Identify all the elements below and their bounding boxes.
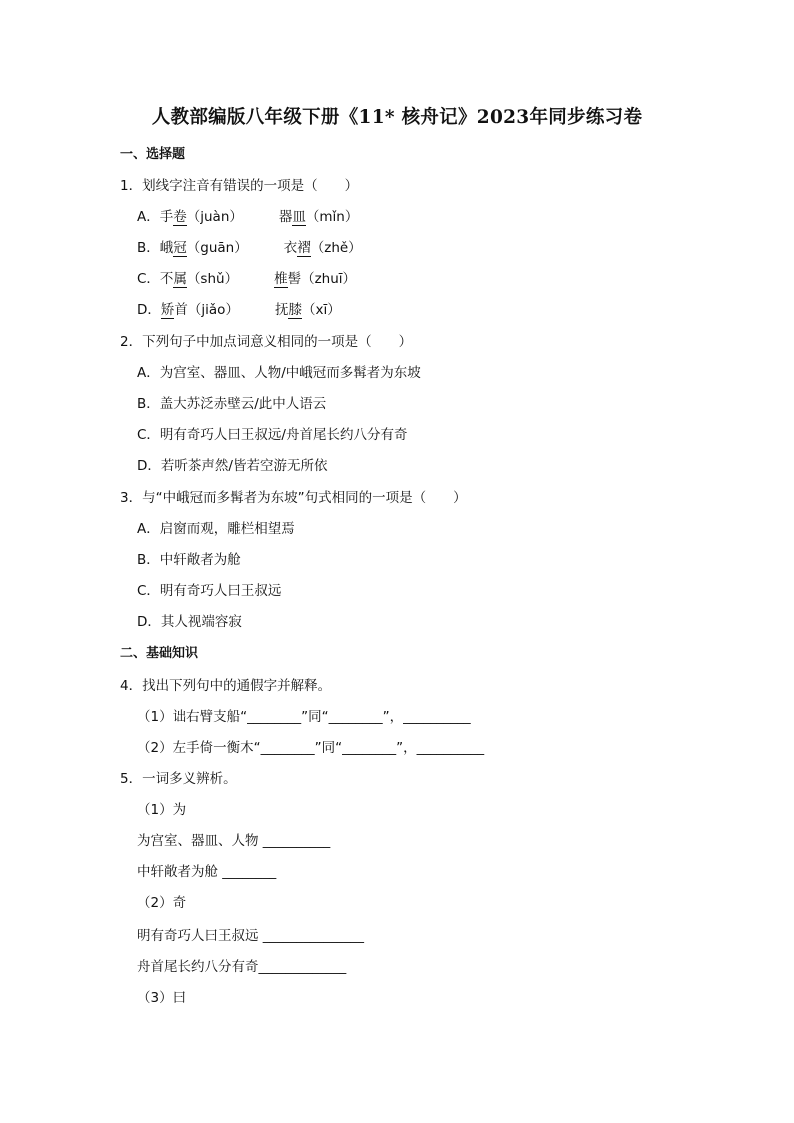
q5-sub-2-line-a: 明有奇巧人曰王叔远 _______________ [137, 928, 365, 944]
q4-item-2: （2）左手倚一衡木“________”同“________”，__________ [137, 740, 485, 756]
q1c-pinyin-1: （shǔ） [186, 271, 239, 287]
q1a-pinyin-1: （juàn） [186, 209, 243, 225]
q1c-text-2: 髻 [287, 271, 302, 287]
q2-option-a: A．为宫室、器皿、人物/中峨冠而多髯者为东坡 [137, 365, 421, 381]
q1d-pinyin-1: （jiǎo） [187, 302, 239, 318]
page-title: 人教部编版八年级下册《11* 核舟记》2023年同步练习卷 [151, 107, 643, 128]
q1c-pinyin-2: （zhuī） [301, 271, 357, 287]
q1b-pinyin-2: （zhě） [310, 240, 362, 256]
q5-sub-2-line-b: 舟首尾长约八分有奇_____________ [137, 959, 347, 975]
q1a-pinyin-2: （mǐn） [305, 209, 359, 225]
q3-option-a: A．启窗而观，雕栏相望焉 [137, 521, 295, 537]
q1d-pinyin-2: （xī） [301, 302, 341, 318]
q1-option-c [137, 270, 356, 288]
q1d-text-1b: 首 [174, 302, 188, 318]
q3-stem: 3．与“中峨冠而多髯者为东坡”句式相同的一项是（ ） [120, 490, 467, 506]
q1a-underlined-1: 卷 [173, 209, 187, 225]
q1a-text-1: A．手 [137, 209, 174, 225]
q3-option-c: C．明有奇巧人曰王叔远 [137, 583, 282, 599]
q4-stem: 4．找出下列句中的通假字并解释。 [120, 678, 332, 694]
q4-item-1: （1）诎右臂支船“________”同“________”，__________ [137, 709, 471, 725]
q1d-text-1: D． [137, 302, 161, 318]
q2-option-d: D．若听茶声然/皆若空游无所依 [137, 458, 328, 474]
q1d-text-2: 抚 [274, 302, 289, 318]
q1d-underlined-2: 膝 [288, 302, 302, 318]
q2-option-c: C．明有奇巧人曰王叔远/舟首尾长约八分有奇 [137, 427, 408, 443]
q5-sub-1: （1）为 [137, 802, 187, 818]
q5-sub-3: （3）曰 [137, 990, 187, 1006]
q1b-underlined-1: 冠 [173, 240, 187, 256]
q1-option-b [137, 239, 362, 257]
q5-sub-1-line-b: 中轩敞者为舱 ________ [137, 864, 277, 880]
q3-option-d: D．其人视端容寂 [137, 614, 242, 630]
q1a-text-2: 器 [278, 209, 293, 225]
section-heading-choice: 一、选择题 [120, 147, 186, 162]
q1c-text-1: C．不 [137, 271, 174, 287]
q1-stem: 1．划线字注音有错误的一项是（ ） [120, 178, 359, 194]
q1d-underlined-1: 矫 [160, 302, 175, 318]
q1a-underlined-2: 皿 [292, 209, 306, 225]
q5-sub-2: （2）奇 [137, 895, 187, 911]
q5-sub-1-line-a: 为宫室、器皿、人物 __________ [137, 833, 331, 849]
q1b-text-2: 衣 [283, 240, 298, 256]
q1-option-a [137, 208, 358, 226]
q1-option-d [137, 301, 341, 319]
section-heading-basics: 二、基础知识 [120, 646, 199, 661]
q2-stem: 2．下列句子中加点词意义相同的一项是（ ） [120, 334, 413, 350]
q1b-underlined-2: 褶 [297, 240, 311, 256]
q1c-underlined-2: 椎 [274, 271, 288, 287]
q1b-pinyin-1: （guān） [186, 240, 248, 256]
q1c-underlined-1: 属 [173, 271, 187, 287]
q2-option-b: B．盖大苏泛赤壁云/此中人语云 [137, 396, 327, 412]
q3-option-b: B．中轩敞者为舱 [137, 552, 241, 568]
q1b-text-1: B．峨 [137, 240, 174, 256]
q5-stem: 5．一词多义辨析。 [120, 771, 237, 787]
